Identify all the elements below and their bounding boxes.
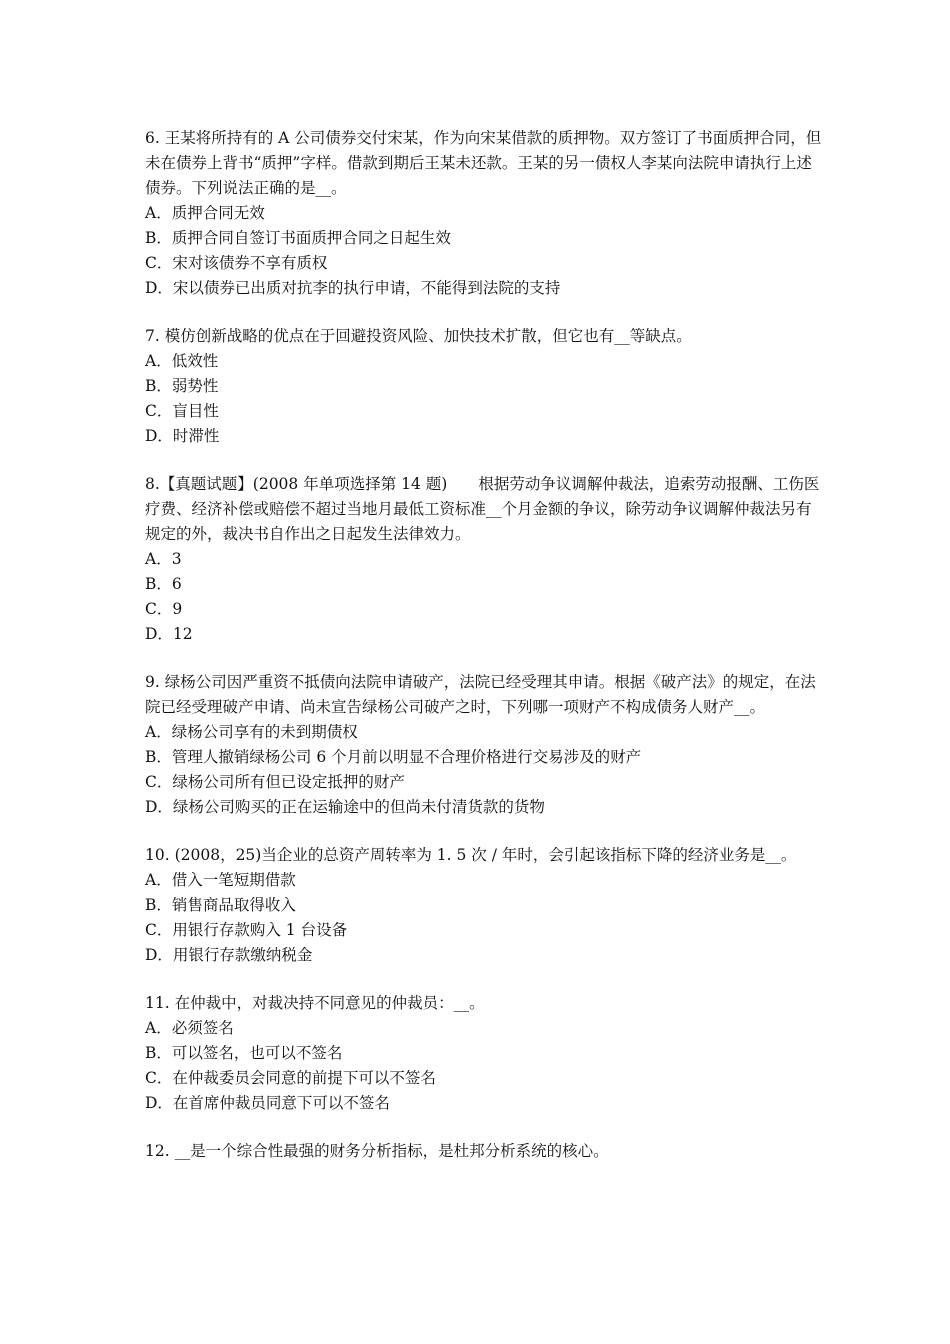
option-a: A．质押合同无效 — [145, 204, 265, 222]
question-stem: 11. 在仲裁中，对裁决持不同意见的仲裁员：__。 — [145, 994, 485, 1012]
option-a: A．绿杨公司享有的未到期债权 — [145, 723, 358, 741]
question-12 — [145, 1139, 825, 1164]
option-c: C．在仲裁委员会同意的前提下可以不签名 — [145, 1069, 436, 1087]
question-list — [145, 126, 825, 1187]
option-c: C．宋对该债券不享有质权 — [145, 254, 328, 272]
question-stem: 7. 模仿创新战略的优点在于回避投资风险、加快技术扩散，但它也有__等缺点。 — [145, 327, 692, 345]
question-8 — [145, 472, 825, 647]
question-11 — [145, 991, 825, 1116]
option-d: D．时滞性 — [145, 427, 220, 445]
option-a: A．低效性 — [145, 352, 219, 370]
question-stem: 9. 绿杨公司因严重资不抵债向法院申请破产，法院已经受理其申请。根据《破产法》的规定，在法院已经受理破产申请、尚未宣告绿杨公司破产之时，下列哪一项财产不构成债务人财产__。 — [145, 673, 816, 716]
option-d: D．12 — [145, 625, 193, 643]
option-a: A．借入一笔短期借款 — [145, 871, 296, 889]
option-c: C．用银行存款购入 1 台设备 — [145, 921, 348, 939]
option-c: C．9 — [145, 600, 183, 618]
option-b: B．6 — [145, 575, 182, 593]
question-stem: 12. __是一个综合性最强的财务分析指标，是杜邦分析系统的核心。 — [145, 1142, 609, 1160]
option-b: B．管理人撤销绿杨公司 6 个月前以明显不合理价格进行交易涉及的财产 — [145, 748, 642, 766]
option-a: A．必须签名 — [145, 1019, 234, 1037]
question-stem: 8.【真题试题】(2008 年单项选择第 14 题) 根据劳动争议调解仲裁法，追索劳动报酬、工伤医疗费、经济补偿或赔偿不超过当地月最低工资标准__个月金额的争议，除劳动争议调解仲裁法另有规定的外，裁决书自作出之日起发生法律效力。 — [145, 475, 820, 543]
option-d: D．宋以债券已出质对抗李的执行申请，不能得到法院的支持 — [145, 279, 561, 297]
option-a: A．3 — [145, 550, 182, 568]
option-d: D．用银行存款缴纳税金 — [145, 946, 313, 964]
option-c: C．绿杨公司所有但已设定抵押的财产 — [145, 773, 405, 791]
question-10 — [145, 843, 825, 968]
question-9 — [145, 670, 825, 820]
question-stem: 10. (2008，25)当企业的总资产周转率为 1. 5 次 / 年时，会引起该指标下降的经济业务是__。 — [145, 846, 797, 864]
option-b: B．质押合同自签订书面质押合同之日起生效 — [145, 229, 451, 247]
question-7 — [145, 324, 825, 449]
option-d: D．绿杨公司购买的正在运输途中的但尚未付清货款的货物 — [145, 798, 545, 816]
option-b: B．可以签名，也可以不签名 — [145, 1044, 343, 1062]
question-6 — [145, 126, 825, 301]
option-d: D．在首席仲裁员同意下可以不签名 — [145, 1094, 390, 1112]
question-stem: 6. 王某将所持有的 A 公司债券交付宋某，作为向宋某借款的质押物。双方签订了书面质押合同，但未在债券上背书“质押”字样。借款到期后王某未还款。王某的另一债权人李某向法院申请执行上述债券。下列说法正确的是__。 — [145, 129, 822, 197]
option-b: B．销售商品取得收入 — [145, 896, 296, 914]
option-b: B．弱势性 — [145, 377, 219, 395]
option-c: C．盲目性 — [145, 402, 219, 420]
